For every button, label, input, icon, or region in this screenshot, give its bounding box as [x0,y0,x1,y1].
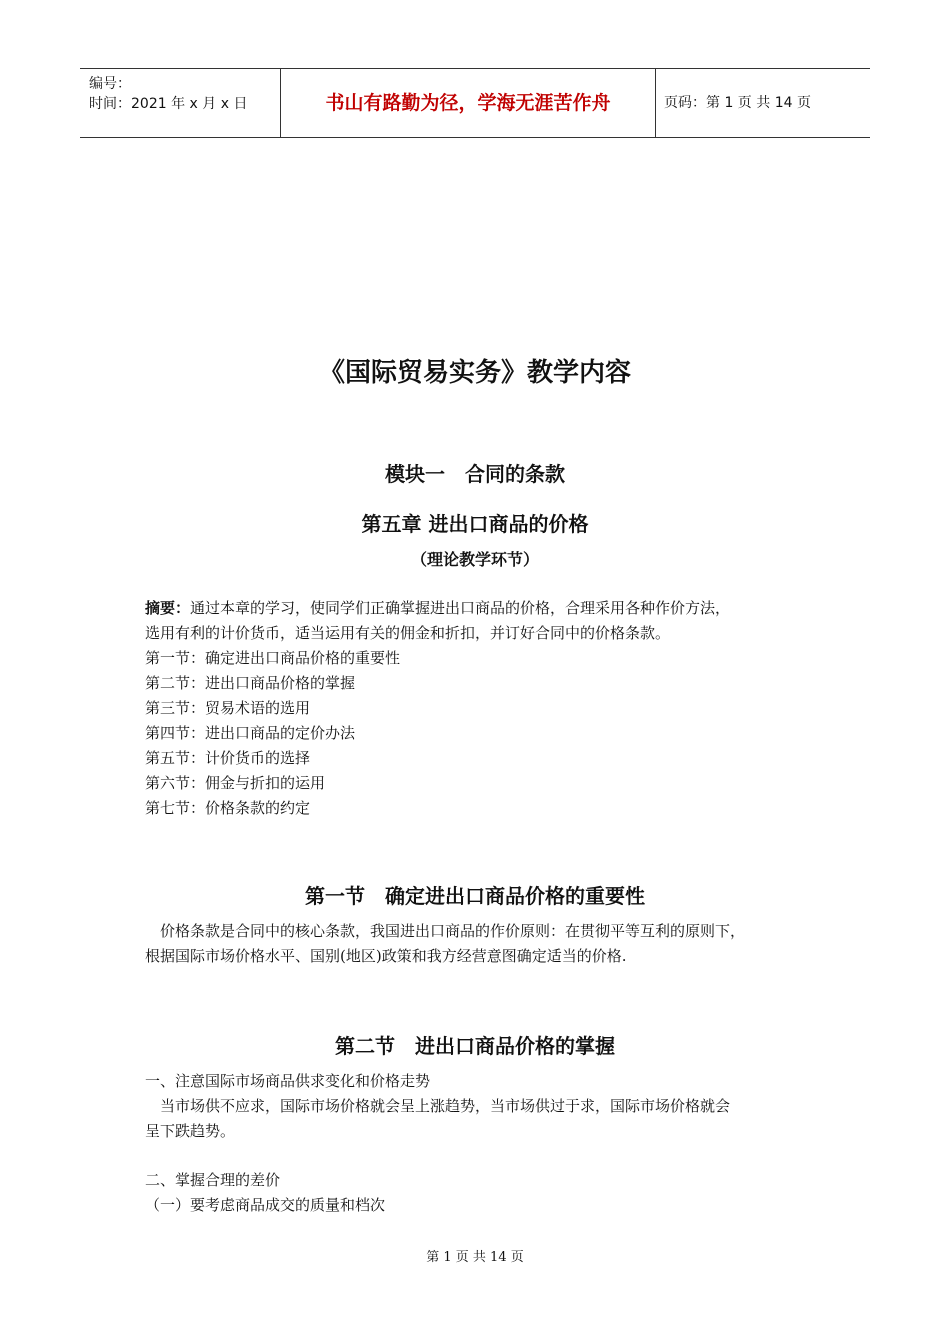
chapter-subtitle: （理论教学环节） [410,550,539,569]
document-header [80,68,870,138]
toc-item: 第一节：确定进出口商品价格的重要性 [145,649,401,667]
document-title: 《国际贸易实务》教学内容 [318,358,631,388]
toc-item: 第七节：价格条款的约定 [145,799,311,817]
page-footer: 第 1 页 共 14 页 [426,1250,524,1265]
section-2-item-1-line-1: 当市场供不应求，国际市场价格就会呈上涨趋势，当市场供过于求，国际市场价格就会 [145,1097,731,1115]
toc-item: 第三节：贸易术语的选用 [145,699,311,717]
header-motto: 书山有路勤为径，学海无涯苦作舟 [281,69,656,137]
section-2-item-1: 一、注意国际市场商品供求变化和价格走势 [145,1072,431,1090]
toc-item: 第五节：计价货币的选择 [145,749,311,767]
section-2-heading: 第二节 进出口商品价格的掌握 [335,1034,615,1058]
section-1-heading: 第一节 确定进出口商品价格的重要性 [305,884,645,908]
section-2-item-1-line-2: 呈下跌趋势。 [145,1122,236,1140]
toc-item: 第六节：佣金与折扣的运用 [145,774,326,792]
toc-item: 第四节：进出口商品的定价办法 [145,724,356,742]
toc-item: 第二节：进出口商品价格的掌握 [145,674,356,692]
abstract-label: 摘要： [145,599,191,617]
header-page-info: 页码：第 1 页 共 14 页 [664,95,811,111]
abstract-text-1: 通过本章的学习，使同学们正确掌握进出口商品的价格，合理采用各种作价方法， [190,599,731,617]
chapter-title: 第五章 进出口商品的价格 [361,512,589,536]
abstract-line-2: 选用有利的计价货币，适当运用有关的佣金和折扣，并订好合同中的价格条款。 [145,624,671,642]
section-2-item-2: 二、掌握合理的差价 [145,1171,281,1189]
section-1-paragraph-line-1: 价格条款是合同中的核心条款，我国进出口商品的作价原则：在贯彻平等互利的原则下， [145,922,746,940]
header-meta-cell [80,69,281,137]
abstract-line-1 [145,598,730,618]
header-time: 时间：2021 年 x 月 x 日 [89,96,248,112]
section-2-item-2-sub-1: （一）要考虑商品成交的质量和档次 [145,1196,386,1214]
header-number: 编号： [89,76,131,92]
module-title: 模块一 合同的条款 [385,462,565,486]
section-1-paragraph-line-2: 根据国际市场价格水平、国别(地区)政策和我方经营意图确定适当的价格. [145,947,627,965]
